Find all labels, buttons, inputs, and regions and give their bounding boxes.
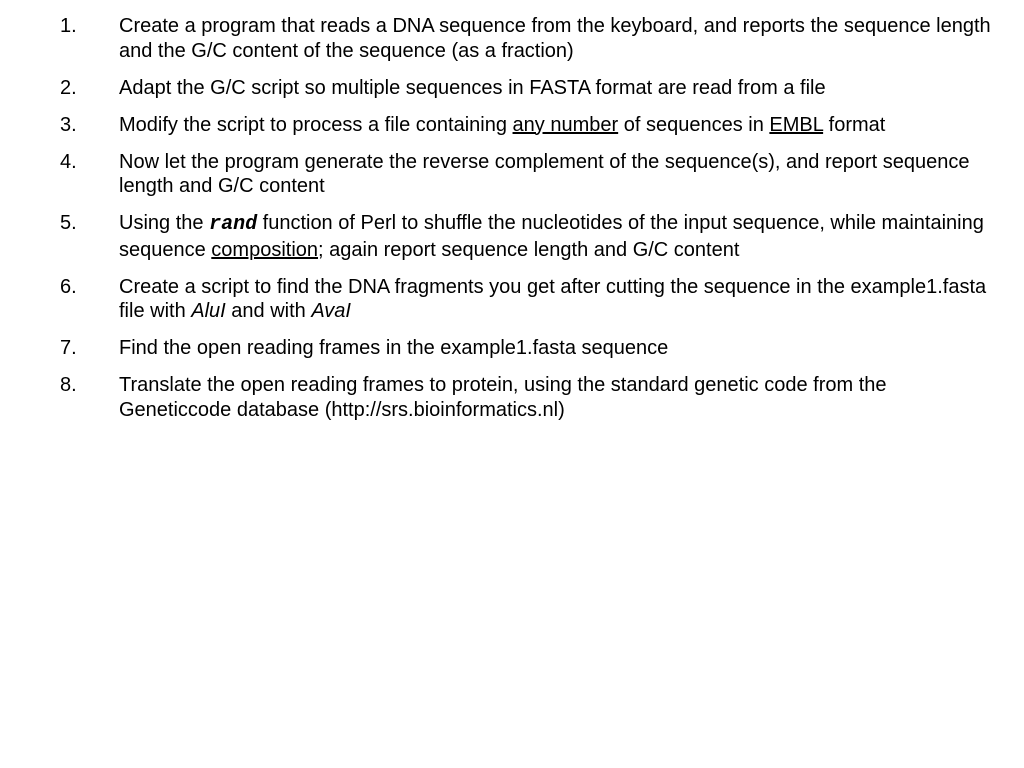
exercise-list [60,14,994,435]
list-item [60,150,994,199]
item-number: 8. [60,374,77,396]
rand-function-code: rand [209,213,258,236]
list-item [60,113,994,138]
item-text [119,211,994,262]
item-number: 5. [60,212,77,234]
list-item [60,336,994,361]
item-number: 7. [60,337,77,359]
item-text: Now let the program generate the reverse complement of the sequence(s), and report sequence length and G/C content [119,150,970,197]
text-segment: format [823,113,886,136]
item-number: 1. [60,15,77,37]
list-item [60,275,994,324]
item-number: 4. [60,150,77,173]
item-number: 6. [60,275,77,298]
text-segment: Using the [119,212,210,234]
item-text: Translate the open reading frames to protein, using the standard genetic code from the Geneticcode database (http://srs.bioinformatics.nl) [119,374,887,421]
item-text: Find the open reading frames in the example1.fasta sequence [119,337,669,359]
any-number-link[interactable]: any number [512,113,619,136]
item-number: 2. [60,76,77,99]
text-segment: function of Perl to shuffle the nucleotides of the input sequence, while maintaining sequence [119,212,984,261]
list-item [60,373,994,422]
text-segment: Create a script to find the DNA fragments you get after cutting the sequence in the example1.fasta file with [119,275,987,322]
composition-link[interactable]: composition [211,238,319,261]
text-segment: of sequences in [618,113,770,136]
enzyme-avai: AvaI [311,300,351,322]
text-segment: Modify the script to process a file containing [119,113,513,136]
embl-link[interactable]: EMBL [769,113,824,136]
list-item [60,76,994,101]
item-text: Adapt the G/C script so multiple sequences in FASTA format are read from a file [119,76,826,99]
list-item [60,14,994,63]
text-segment: and with [225,300,312,322]
item-number: 3. [60,113,77,136]
enzyme-alui: AluI [191,300,226,322]
item-text: Create a program that reads a DNA sequence from the keyboard, and reports the sequence length and the G/C content of the sequence (as a fraction) [119,15,991,62]
item-text [119,275,994,324]
text-segment: ; again report sequence length and G/C content [318,238,740,261]
list-item [60,211,994,262]
item-text [119,113,994,138]
